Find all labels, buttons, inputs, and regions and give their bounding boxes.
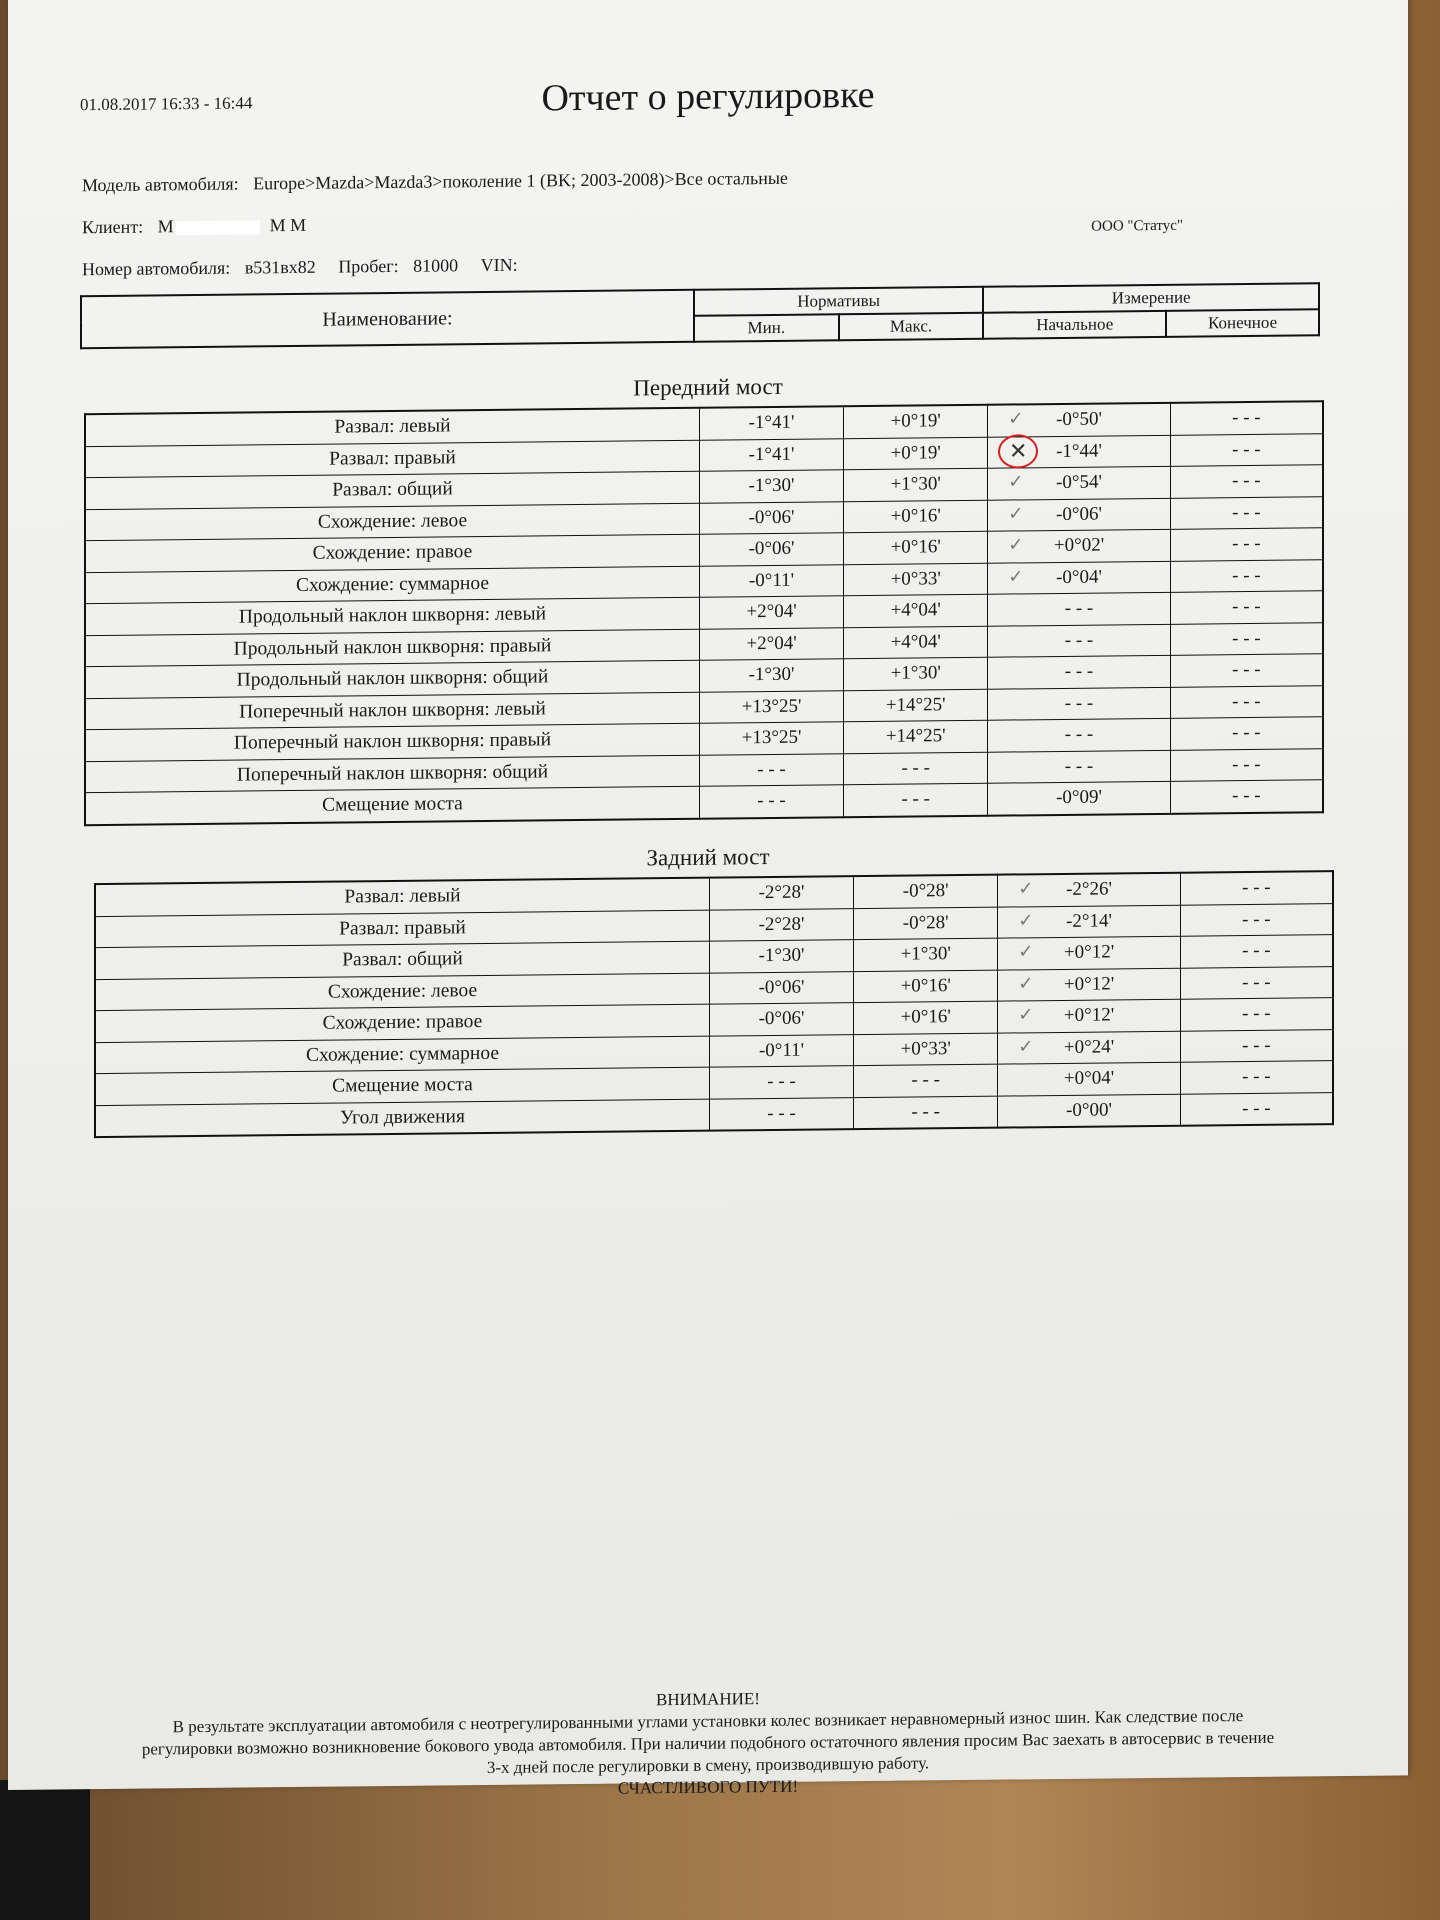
row-max-text: +0°16' xyxy=(890,504,941,527)
row-max-text: +1°30' xyxy=(890,662,941,685)
row-final-text: - - - xyxy=(1232,470,1261,492)
row-min xyxy=(699,470,843,503)
row-name-text: Схождение: правое xyxy=(312,541,473,565)
footer-attention: ВНИМАНИЕ! xyxy=(656,1689,760,1710)
row-min-text: - - - xyxy=(767,1071,796,1093)
row-max-text: +0°16' xyxy=(890,536,941,559)
check-icon: ✓ xyxy=(1008,408,1024,429)
row-initial-text: -1°44' xyxy=(1056,440,1102,462)
footer-line-2: регулировки возможно возникновение бокового увода автомобиля. При наличии подобного остаточного явления просим Вас заехать в автосервис в течение xyxy=(141,1727,1275,1759)
check-icon: ✓ xyxy=(1018,1035,1034,1056)
header-norms: Нормативы xyxy=(694,287,983,316)
row-initial xyxy=(988,718,1170,751)
row-initial-text: - - - xyxy=(1064,692,1094,714)
row-max-text: +0°33' xyxy=(900,1037,951,1060)
header-min: Мин. xyxy=(694,314,839,342)
row-initial xyxy=(988,466,1170,499)
row-name-text: Развал: общий xyxy=(332,478,453,501)
row-final xyxy=(1180,1092,1333,1126)
client-prefix: М xyxy=(157,216,174,237)
header-measure: Измерение xyxy=(983,283,1319,313)
row-final-text: - - - xyxy=(1242,1003,1271,1025)
row-initial xyxy=(998,936,1180,969)
row-name-text: Угол движения xyxy=(339,1105,465,1129)
mileage-label: Пробег: xyxy=(338,255,399,277)
row-initial-text: - - - xyxy=(1064,723,1094,746)
row-final xyxy=(1180,1061,1333,1094)
row-initial xyxy=(988,403,1170,437)
row-name-text: Смещение моста xyxy=(332,1074,473,1097)
row-initial xyxy=(988,750,1170,783)
row-min-text: -0°06' xyxy=(748,506,795,528)
check-icon: ✓ xyxy=(1018,972,1034,993)
vehicle-line xyxy=(82,255,528,281)
row-initial-text: -0°50' xyxy=(1056,408,1102,431)
check-icon: ✓ xyxy=(1008,534,1024,555)
row-final xyxy=(1170,559,1323,592)
row-final-text: - - - xyxy=(1232,407,1261,429)
row-min-text: +2°04' xyxy=(746,632,797,655)
row-min-text: - - - xyxy=(757,790,786,812)
row-name-text: Продольный наклон шкворня: правый xyxy=(233,635,552,660)
row-initial xyxy=(988,561,1170,594)
row-initial-text: -0°54' xyxy=(1056,471,1102,494)
row-min xyxy=(699,438,843,471)
row-min-text: -1°41' xyxy=(748,412,795,434)
row-initial xyxy=(998,999,1180,1032)
row-name-text: Развал: левый xyxy=(334,415,451,438)
row-name-text: Продольный наклон шкворня: левый xyxy=(238,603,547,628)
client-label: Клиент: xyxy=(82,216,144,238)
row-final-text: - - - xyxy=(1242,1066,1271,1088)
redaction xyxy=(176,220,260,235)
row-max-text: - - - xyxy=(901,788,930,810)
row-max xyxy=(854,938,998,971)
row-min-text: -0°06' xyxy=(758,1007,805,1030)
row-min xyxy=(699,722,843,755)
row-final-text: - - - xyxy=(1242,971,1271,993)
row-min xyxy=(699,659,843,692)
row-final-text: - - - xyxy=(1242,940,1271,962)
row-min xyxy=(699,690,843,723)
row-max-text: +4°04' xyxy=(890,630,941,653)
row-min-text: -0°11' xyxy=(758,1039,805,1061)
row-max-text: +1°30' xyxy=(900,943,951,965)
row-min-text: -0°06' xyxy=(748,538,795,560)
row-max xyxy=(854,907,998,940)
row-final-text: - - - xyxy=(1232,533,1261,555)
row-min-text: - - - xyxy=(767,1102,796,1124)
row-max-text: +0°19' xyxy=(890,441,941,464)
header-name: Наименование: xyxy=(81,290,694,348)
report-title: Отчет о регулировке xyxy=(541,73,875,120)
row-min-text: -2°28' xyxy=(758,913,805,935)
row-final xyxy=(1170,622,1323,655)
row-initial-text: - - - xyxy=(1064,629,1094,651)
row-max-text: +0°19' xyxy=(890,410,941,433)
row-max xyxy=(844,468,988,501)
row-initial xyxy=(988,529,1170,562)
row-final-text: - - - xyxy=(1232,596,1261,618)
row-initial xyxy=(988,592,1170,625)
row-final-text: - - - xyxy=(1232,659,1261,681)
row-name-text: Схождение: левое xyxy=(317,509,468,533)
row-final xyxy=(1170,780,1323,814)
cross-circled-icon: ✕ xyxy=(998,434,1038,468)
row-initial xyxy=(988,655,1170,688)
row-initial xyxy=(998,905,1180,938)
row-final xyxy=(1170,528,1323,561)
model-line xyxy=(82,168,798,196)
row-initial-text: - - - xyxy=(1064,597,1094,620)
report-sheet xyxy=(8,0,1408,1798)
row-initial xyxy=(998,1031,1180,1064)
row-max xyxy=(854,970,998,1003)
row-final xyxy=(1180,998,1333,1031)
row-max xyxy=(844,437,988,470)
row-initial xyxy=(988,781,1170,815)
plate-label: Номер автомобиля: xyxy=(82,257,231,280)
report-datetime: 01.08.2017 16:33 - 16:44 xyxy=(80,93,253,115)
row-max-text: -0°28' xyxy=(902,880,949,902)
row-max-text: +0°16' xyxy=(900,1006,951,1028)
header-final: Конечное xyxy=(1166,309,1319,337)
plate-value: в531вх82 xyxy=(244,256,316,278)
row-name xyxy=(95,1099,709,1137)
row-final-text: - - - xyxy=(1232,627,1261,649)
row-initial-text: +0°04' xyxy=(1063,1067,1115,1090)
row-min-text: -2°28' xyxy=(758,881,805,904)
row-max xyxy=(854,875,998,909)
row-name xyxy=(85,786,699,824)
check-icon: ✓ xyxy=(1018,1004,1034,1025)
row-min-text: +13°25' xyxy=(741,726,802,749)
row-final-text: - - - xyxy=(1232,722,1261,744)
mileage-value: 81000 xyxy=(413,255,459,276)
row-max xyxy=(844,626,988,659)
row-final xyxy=(1170,465,1323,498)
row-max-text: +1°30' xyxy=(890,473,941,496)
row-final xyxy=(1180,1029,1333,1062)
row-initial-text: - - - xyxy=(1064,660,1094,683)
header-max: Макс. xyxy=(839,313,984,341)
row-initial-text: - - - xyxy=(1064,755,1094,777)
row-max-text: -0°28' xyxy=(902,911,949,934)
row-initial xyxy=(988,624,1170,657)
row-name-text: Развал: левый xyxy=(344,885,461,908)
row-max xyxy=(844,752,988,785)
row-initial xyxy=(998,1062,1180,1095)
row-final-text: - - - xyxy=(1232,753,1261,775)
row-name-text: Схождение: суммарное xyxy=(295,572,490,596)
footer-line-3: 3-х дней после регулировки в смену, производившую работу. xyxy=(486,1753,930,1777)
row-final-text: - - - xyxy=(1232,501,1261,523)
row-final xyxy=(1170,717,1323,750)
row-name-text: Продольный наклон шкворня: общий xyxy=(236,666,549,691)
row-name-text: Смещение моста xyxy=(322,793,463,816)
model-label: Модель автомобиля: xyxy=(82,173,239,196)
model-value: Europe>Mazda>Mazda3>поколение 1 (BK; 2003-2008)>Все остальные xyxy=(253,167,788,194)
row-max xyxy=(844,783,988,817)
client-suffix: М М xyxy=(269,214,307,236)
row-name-text: Развал: правый xyxy=(339,916,466,940)
row-max xyxy=(844,720,988,753)
row-max-text: +14°25' xyxy=(885,725,946,748)
row-final xyxy=(1180,935,1333,968)
row-min xyxy=(709,908,853,941)
row-initial-text: -2°26' xyxy=(1066,878,1112,901)
row-min-text: -0°11' xyxy=(748,569,795,591)
row-initial xyxy=(998,873,1180,907)
row-min xyxy=(709,1034,853,1067)
row-name-text: Поперечный наклон шкворня: левый xyxy=(239,698,546,723)
company-name: ООО "Статус" xyxy=(1091,217,1183,235)
row-initial xyxy=(998,968,1180,1001)
row-max-text: +14°25' xyxy=(885,693,946,716)
row-min xyxy=(699,753,843,786)
row-max-text: +0°16' xyxy=(900,974,951,997)
check-icon: ✓ xyxy=(1008,565,1024,587)
row-initial-text: +0°24' xyxy=(1063,1036,1115,1058)
row-min-text: - - - xyxy=(757,758,786,780)
row-initial-text: +0°12' xyxy=(1063,941,1115,964)
row-max-text: - - - xyxy=(911,1069,940,1091)
row-initial-text: -0°04' xyxy=(1056,566,1102,588)
row-final xyxy=(1170,685,1323,718)
row-min xyxy=(699,501,843,534)
row-min-text: -1°30' xyxy=(748,664,795,686)
row-max xyxy=(854,1096,998,1130)
row-min xyxy=(699,533,843,566)
row-max xyxy=(844,405,988,439)
row-name-text: Схождение: правое xyxy=(322,1011,483,1034)
row-name-text: Схождение: левое xyxy=(327,979,478,1003)
row-min xyxy=(709,1066,853,1099)
row-final-text: - - - xyxy=(1232,785,1261,807)
row-min-text: -0°06' xyxy=(758,976,805,998)
row-initial xyxy=(998,1094,1180,1128)
row-initial xyxy=(988,435,1170,468)
vin-label: VIN: xyxy=(480,254,518,276)
row-min xyxy=(709,971,853,1004)
check-icon: ✓ xyxy=(1018,878,1034,899)
row-final-text: - - - xyxy=(1242,908,1271,930)
row-max-text: - - - xyxy=(911,1100,940,1123)
row-initial-text: +0°02' xyxy=(1053,534,1105,557)
row-name-text: Поперечный наклон шкворня: правый xyxy=(233,729,552,754)
row-max xyxy=(844,594,988,627)
row-initial-text: +0°12' xyxy=(1063,973,1115,995)
row-initial xyxy=(988,687,1170,720)
row-min-text: -1°41' xyxy=(748,443,795,465)
row-max-text: - - - xyxy=(901,757,930,779)
row-final xyxy=(1170,401,1323,435)
row-final xyxy=(1180,871,1333,905)
row-name-text: Схождение: суммарное xyxy=(305,1042,500,1066)
row-final-text: - - - xyxy=(1232,690,1261,712)
row-max xyxy=(844,689,988,722)
row-min xyxy=(709,876,853,910)
client-line xyxy=(82,215,316,238)
row-final-text: - - - xyxy=(1242,1034,1271,1056)
row-min-text: -1°30' xyxy=(748,475,795,497)
row-name-text: Развал: общий xyxy=(342,948,463,971)
front-axle-title: Передний мост xyxy=(633,373,783,401)
row-final-text: - - - xyxy=(1242,1097,1271,1119)
row-max xyxy=(854,1033,998,1066)
row-name-text: Развал: правый xyxy=(329,447,456,470)
row-min-text: +13°25' xyxy=(741,695,802,718)
row-final-text: - - - xyxy=(1232,438,1261,460)
row-max xyxy=(844,657,988,690)
row-max-text: +4°04' xyxy=(890,599,941,622)
row-min xyxy=(699,596,843,629)
row-name-text: Поперечный наклон шкворня: общий xyxy=(236,761,549,786)
row-min xyxy=(709,1097,853,1131)
row-max xyxy=(844,563,988,596)
check-icon: ✓ xyxy=(1008,502,1024,524)
row-final xyxy=(1170,433,1323,466)
row-max xyxy=(844,531,988,564)
row-max xyxy=(854,1064,998,1097)
footer-notice xyxy=(8,1681,1408,1806)
row-max-text: +0°33' xyxy=(890,567,941,590)
row-initial-text: -0°09' xyxy=(1056,786,1102,809)
row-final xyxy=(1170,748,1323,781)
row-final xyxy=(1170,591,1323,624)
rear-axle-table xyxy=(94,870,1334,1138)
row-initial-text: -0°00' xyxy=(1066,1099,1112,1121)
rear-axle-title: Задний мост xyxy=(646,844,770,871)
row-final xyxy=(1170,654,1323,687)
row-final-text: - - - xyxy=(1232,564,1261,586)
row-min xyxy=(699,627,843,660)
row-min xyxy=(709,1003,853,1036)
check-icon: ✓ xyxy=(1018,941,1034,962)
footer-line-1: В результате эксплуатации автомобиля с неотрегулированными углами установки колес возникает неравномерный износ шин. Как следствие после xyxy=(172,1706,1244,1737)
row-max xyxy=(854,1001,998,1034)
header-initial: Начальное xyxy=(983,311,1166,339)
row-final-text: - - - xyxy=(1242,877,1271,899)
row-min xyxy=(699,785,843,819)
row-min-text: +2°04' xyxy=(746,600,797,623)
table-header xyxy=(80,282,1320,349)
row-min xyxy=(709,940,853,973)
check-icon: ✓ xyxy=(1008,471,1024,492)
row-final xyxy=(1170,496,1323,529)
check-icon: ✓ xyxy=(1018,909,1034,930)
row-final xyxy=(1180,903,1333,936)
row-min-text: -1°30' xyxy=(758,944,805,967)
footer-farewell: СЧАСТЛИВОГО ПУТИ! xyxy=(617,1776,799,1798)
row-final xyxy=(1180,966,1333,999)
row-min xyxy=(699,564,843,597)
row-initial xyxy=(988,498,1170,531)
row-initial-text: -2°14' xyxy=(1066,910,1112,932)
row-initial-text: +0°12' xyxy=(1063,1004,1115,1027)
front-axle-table xyxy=(84,400,1324,825)
row-min xyxy=(699,406,843,440)
row-initial-text: -0°06' xyxy=(1056,503,1102,525)
row-max xyxy=(844,500,988,533)
